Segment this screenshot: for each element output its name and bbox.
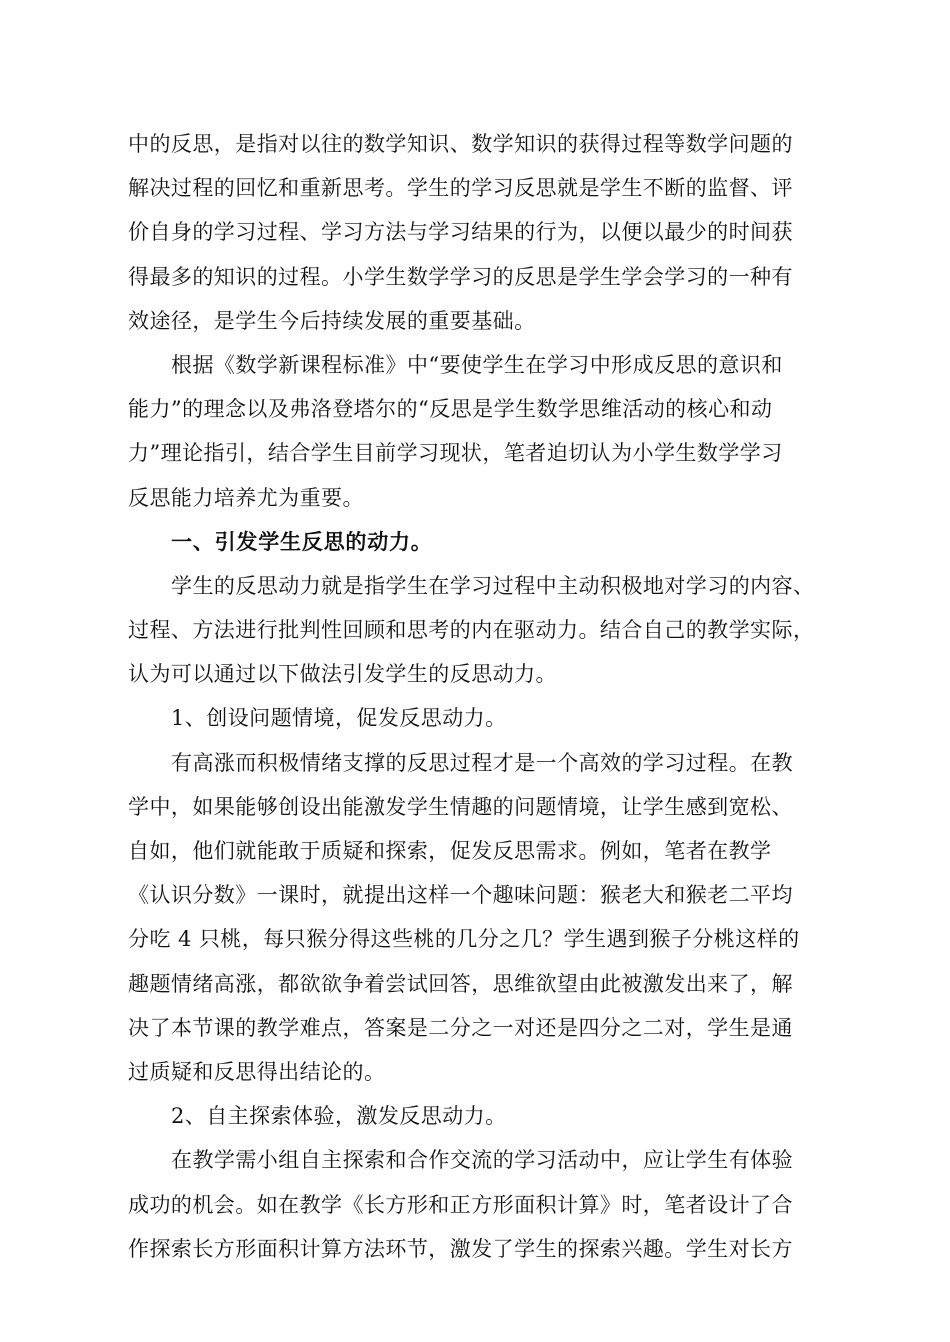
body-line: 《认识分数》一课时，就提出这样一个趣味问题：猴老大和猴老二平均: [128, 883, 793, 908]
body-line: 过程、方法进行批判性回顾和思考的内在驱动力。结合自己的教学实际，: [128, 618, 815, 643]
body-line: 能力”的理念以及弗洛登塔尔的“反思是学生数学思维活动的核心和动: [128, 397, 773, 422]
body-line: 效途径，是学生今后持续发展的重要基础。: [128, 308, 536, 333]
body-line: 自如，他们就能敢于质疑和探索，促发反思需求。例如，笔者在教学: [128, 839, 772, 863]
body-line: 学中，如果能够创设出能激发学生情趣的问题情境，让学生感到宽松、: [128, 794, 793, 819]
subsection-heading: 1、创设问题情境，促发反思动力。: [171, 706, 507, 731]
body-line: 作探索长方形面积计算方法环节，激发了学生的探索兴趣。学生对长方: [128, 1236, 793, 1261]
body-line: 认为可以通过以下做法引发学生的反思动力。: [128, 662, 557, 687]
body-line: 价自身的学习过程、学习方法与学习结果的行为，以便以最少的时间获: [128, 220, 793, 245]
body-line: 过质疑和反思得出结论的。: [128, 1059, 386, 1084]
body-line: 力”理论指引，结合学生目前学习现状，笔者迫切认为小学生数学学习: [128, 441, 783, 466]
paragraph-start-line: 根据《数学新课程标准》中“要使学生在学习中形成反思的意识和: [171, 352, 783, 377]
body-line: 分吃 4 只桃，每只猴分得这些桃的几分之几？学生遇到猴子分桃这样的: [128, 927, 800, 952]
body-line: 决了本节课的教学难点，答案是二分之一对还是四分之二对，学生是通: [128, 1015, 793, 1040]
paragraph-start-line: 有高涨而积极情绪支撑的反思过程才是一个高效的学习过程。在教: [171, 750, 794, 775]
body-line: 中的反思，是指对以往的数学知识、数学知识的获得过程等数学问题的: [128, 132, 793, 156]
section-heading: 一、引发学生反思的动力。: [171, 529, 433, 554]
paragraph-start-line: 在教学需小组自主探索和合作交流的学习活动中，应让学生有体验: [171, 1148, 794, 1173]
body-line: 解决过程的回忆和重新思考。学生的学习反思就是学生不断的监督、评: [128, 176, 793, 201]
body-line: 反思能力培养尤为重要。: [128, 485, 364, 510]
paragraph-start-line: 学生的反思动力就是指学生在学习过程中主动积极地对学习的内容、: [171, 573, 815, 598]
document-body: [128, 122, 828, 1271]
subsection-heading: 2、自主探索体验，激发反思动力。: [171, 1104, 507, 1129]
body-line: 趣题情绪高涨，都欲欲争着尝试回答，思维欲望由此被激发出来了，解: [128, 971, 793, 996]
body-line: 得最多的知识的过程。小学生数学学习的反思是学生学会学习的一种有: [128, 264, 793, 289]
body-line: 成功的机会。如在教学《长方形和正方形面积计算》时，笔者设计了合: [128, 1192, 793, 1217]
